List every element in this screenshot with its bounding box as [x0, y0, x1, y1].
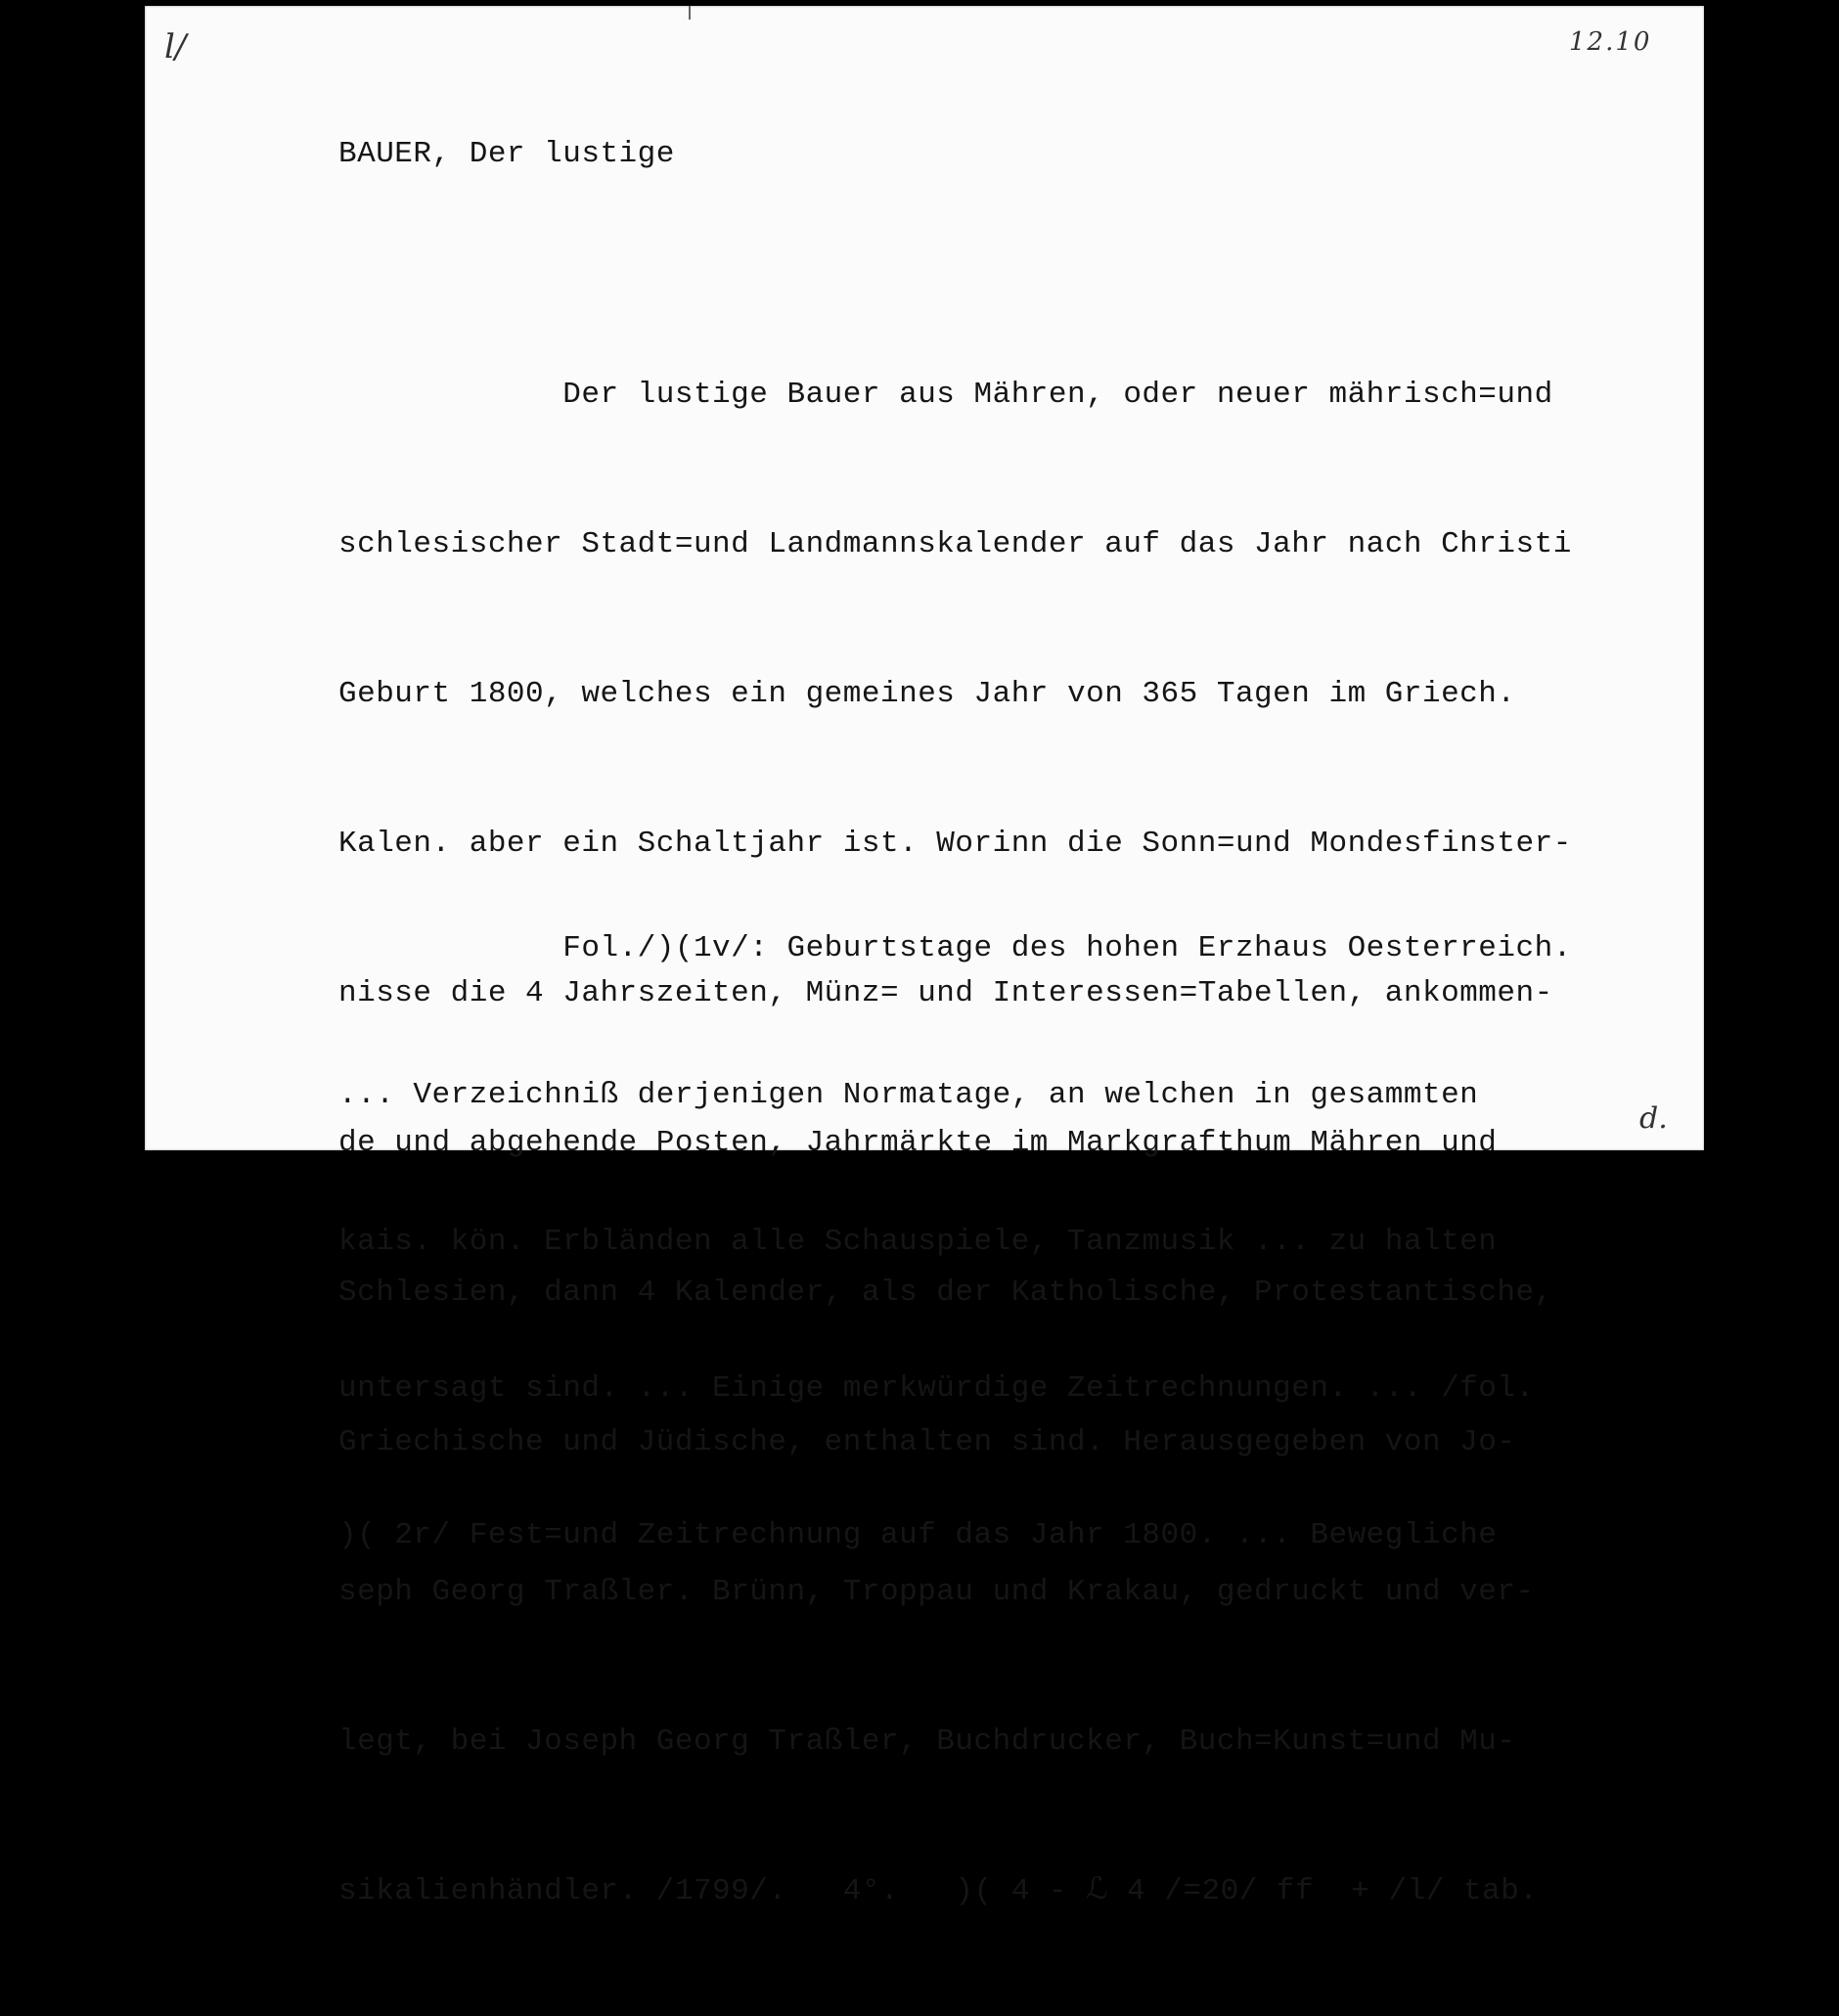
text-line: legt, bei Joseph Georg Traßler, Buchdrucker, Buch=Kunst=und Mu-	[338, 1725, 1516, 1759]
text-line: kais. kön. Erbländen alle Schauspiele, Tanzmusik ... zu halten	[338, 1225, 1498, 1259]
handwritten-mark-bottom-right: d.	[1639, 1101, 1668, 1136]
text-line: Geburt 1800, welches ein gemeines Jahr von 365 Tagen im Griech.	[338, 677, 1516, 711]
text-line: schlesischer Stadt=und Landmannskalender auf das Jahr nach Christi	[338, 527, 1572, 561]
paper-speck	[689, 6, 691, 20]
text-line: untersagt sind. ... Einige merkwürdige Zeitrechnungen. ... /fol.	[338, 1371, 1535, 1406]
text-line: ... Verzeichniß derjenigen Normatage, an welchen in gesammten	[338, 1078, 1479, 1112]
text-line: )( 2r/ Fest=und Zeitrechnung auf das Jahr 1800. ... Bewegliche	[338, 1518, 1498, 1552]
text-line: Griechische und Jüdische, enthalten sind. Herausgegeben von Jo-	[338, 1425, 1516, 1459]
text-line: Schlesien, dann 4 Kalender, als der Katholische, Protestantische,	[338, 1276, 1553, 1310]
handwritten-number-top-right: 12.10	[1569, 27, 1652, 57]
text-line: de und abgehende Posten, Jahrmärkte im Markgrafthum Mähren und	[338, 1126, 1498, 1160]
card-heading: BAUER, Der lustige	[338, 137, 675, 171]
text-line: seph Georg Traßler. Brünn, Troppau und Krakau, gedruckt und ver-	[338, 1575, 1535, 1609]
text-line: nisse die 4 Jahrszeiten, Münz= und Interessen=Tabellen, ankommen-	[338, 976, 1553, 1010]
text-line: Der lustige Bauer aus Mähren, oder neuer mährisch=und	[338, 378, 1553, 412]
contents-paragraph	[338, 827, 1572, 1658]
text-line: Kalen. aber ein Schaltjahr ist. Worinn die Sonn=und Mondesfinster-	[338, 827, 1572, 861]
text-line: sikalienhändler. /1799/. 4°. )( 4 - ℒ 4 /=20/ ff + /l/ tab.	[338, 1874, 1539, 1908]
text-line: Fol./)(1v/: Geburtstage des hohen Erzhaus Oesterreich.	[338, 931, 1572, 965]
catalog-card	[145, 6, 1704, 1908]
handwritten-mark-top-left: l/	[164, 27, 187, 67]
